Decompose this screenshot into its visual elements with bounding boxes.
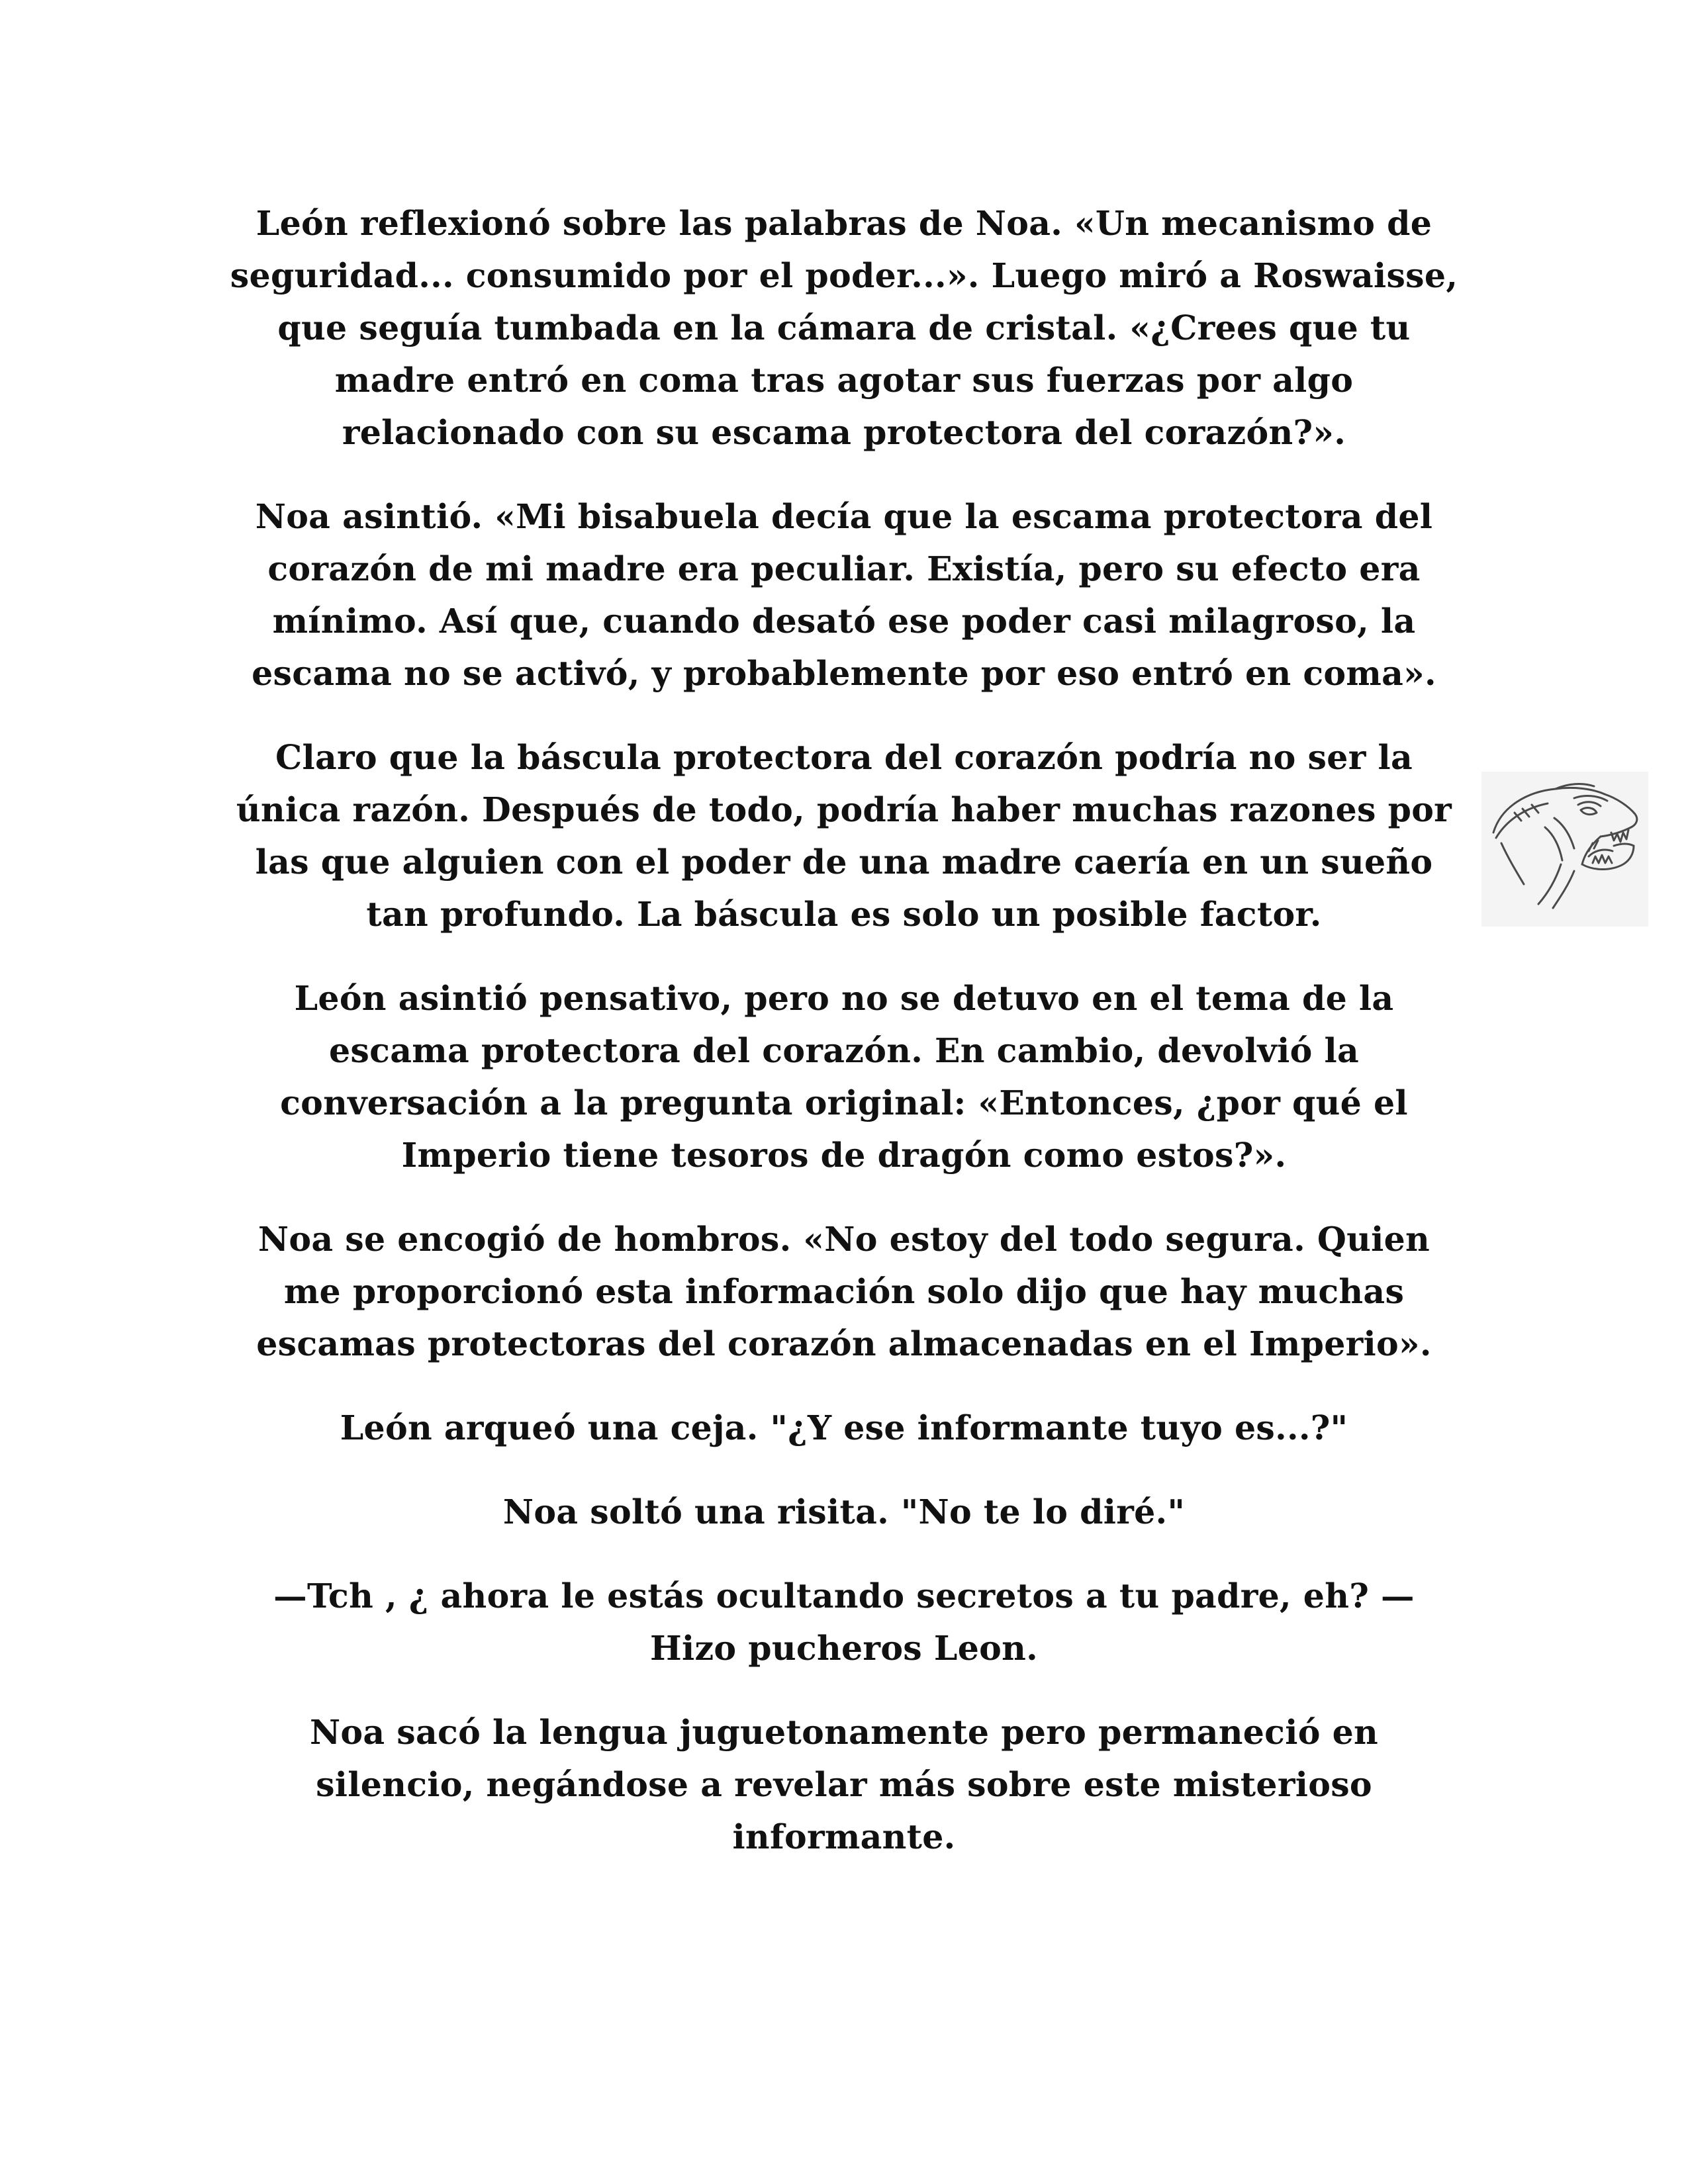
paragraph-9: Noa sacó la lengua juguetonamente pero permaneció en silencio, negándose a revelar más sobre este misterioso informante.	[309, 1713, 1379, 1856]
paragraph-5: Noa se encogió de hombros. «No estoy del todo segura. Quien me proporcionó esta información solo dijo que hay muchas escamas protectoras del corazón almacenadas en el Imperio».	[256, 1220, 1432, 1363]
paragraph-1: León reflexionó sobre las palabras de Noa. «Un mecanismo de seguridad... consumido por el poder...». Luego miró a Roswaisse, que seguía tumbada en la cámara de cristal. «¿Crees que tu madre entró en coma tras agotar sus fuerzas por algo relacionado con su escama protectora del corazón?».	[230, 204, 1458, 452]
dinosaur-head-sketch-icon	[1481, 772, 1648, 927]
document-body	[225, 197, 1463, 1895]
paragraph-3: Claro que la báscula protectora del corazón podría no ser la única razón. Después de todo, podría haber muchas razones por las que alguien con el poder de una madre caería en un sueño tan profundo. La báscula es solo un posible factor.	[236, 738, 1452, 934]
paragraph-6: León arqueó una ceja. "¿Y ese informante tuyo es...?"	[340, 1408, 1348, 1447]
paragraph-2: Noa asintió. «Mi bisabuela decía que la escama protectora del corazón de mi madre era peculiar. Existía, pero su efecto era mínimo. Así que, cuando desató ese poder casi milagroso, la escama no se activó, y probablemente por eso entró en coma».	[252, 497, 1436, 693]
paragraph-8: —Tch , ¿ ahora le estás ocultando secretos a tu padre, eh? — Hizo pucheros Leon.	[273, 1576, 1415, 1668]
paragraph-4: León asintió pensativo, pero no se detuvo en el tema de la escama protectora del corazón. En cambio, devolvió la conversación a la pregunta original: «Entonces, ¿por qué el Imperio tiene tesoros de dragón como estos?».	[280, 979, 1408, 1175]
paragraph-7: Noa soltó una risita. "No te lo diré."	[502, 1492, 1186, 1531]
